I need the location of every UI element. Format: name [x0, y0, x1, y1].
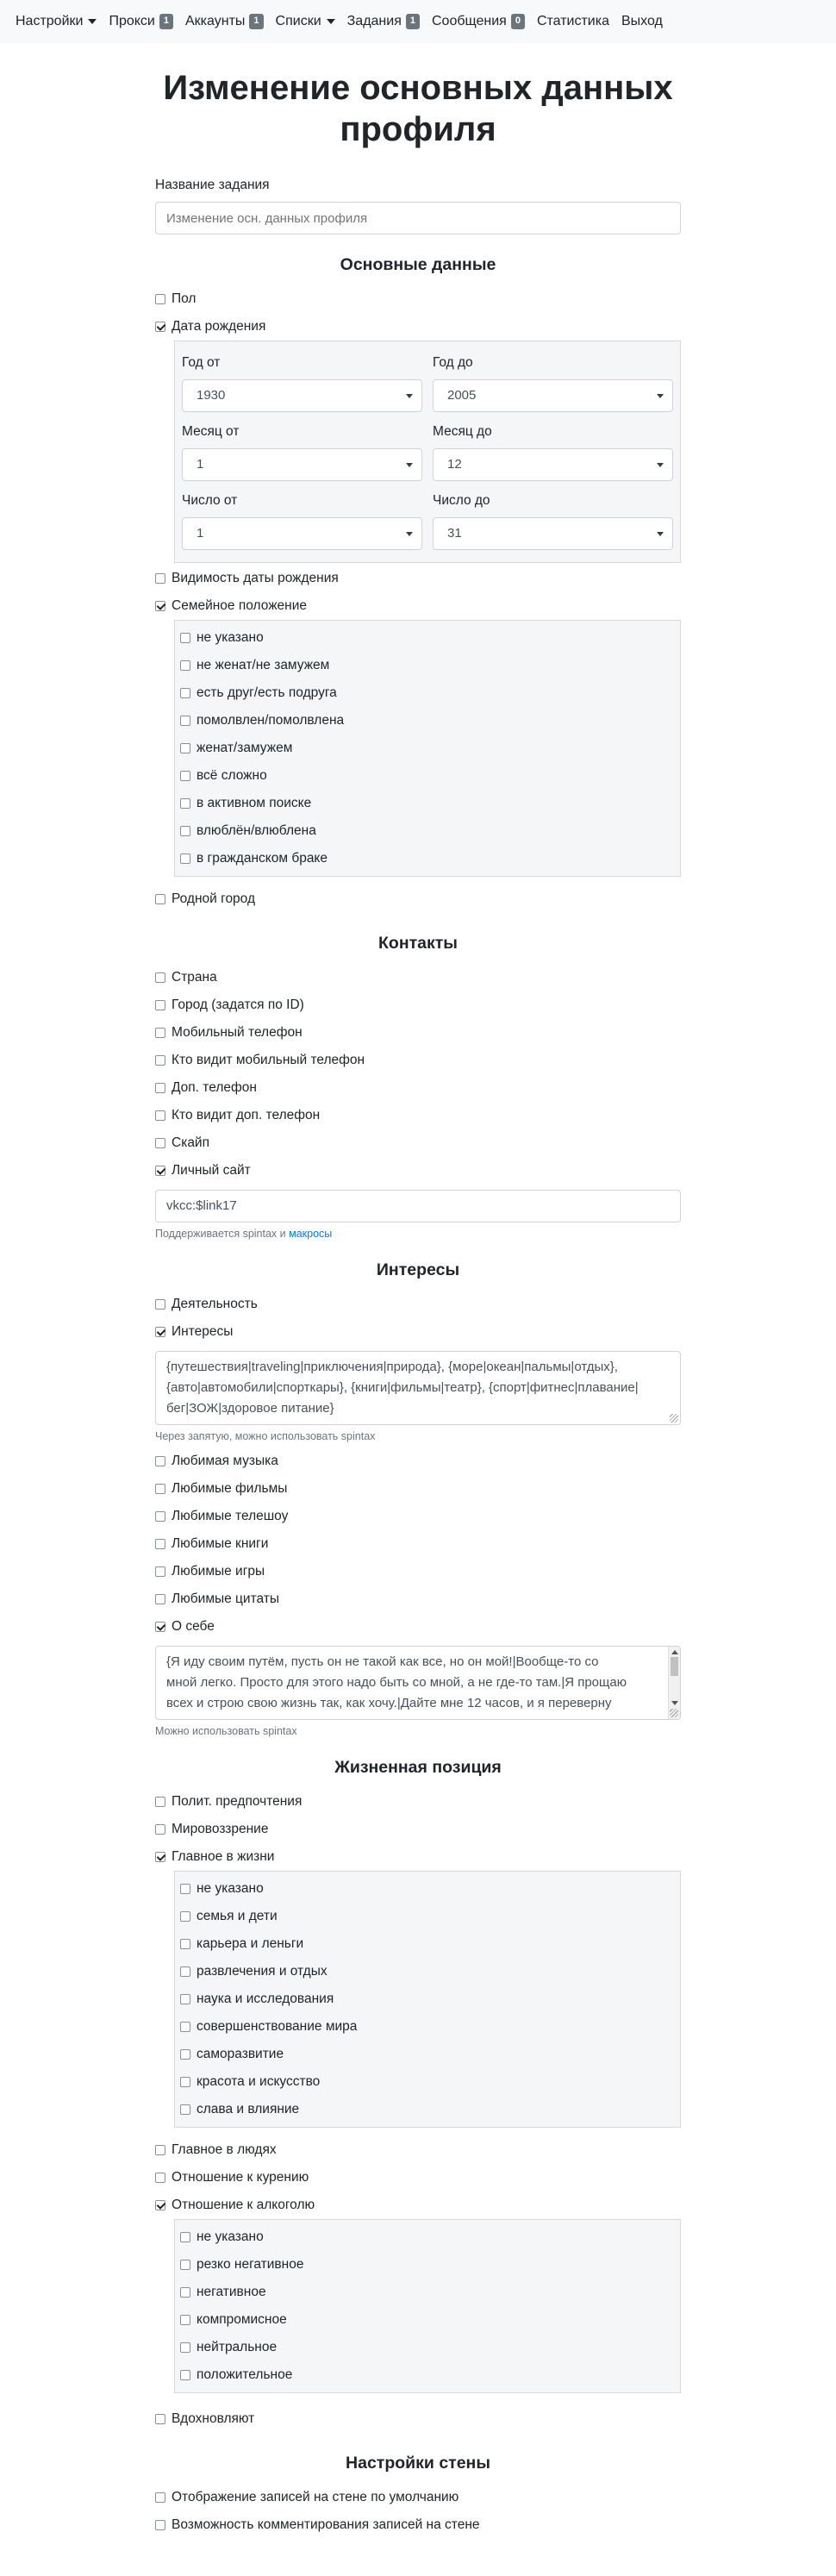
relation-option[interactable] [180, 652, 680, 679]
main-life-options-panel [174, 1871, 681, 2128]
select-value: 1 [197, 457, 204, 472]
textarea-line: всех и строю свою жизнь так, как хочу.|Дайте мне 12 часов, и я переверну [166, 1696, 612, 1710]
nav-tasks[interactable] [347, 14, 420, 29]
option-label: нейтральное [197, 2340, 278, 2354]
checkbox-extra-phone[interactable] [155, 1074, 681, 1102]
messages-count-badge: 0 [511, 14, 525, 28]
nav-stats-label: Статистика [536, 14, 609, 28]
about-help-text: Можно использовать spintax [155, 1725, 297, 1737]
interests-help-text: Через запятую, можно использовать spintax [155, 1430, 376, 1442]
section-wall: Настройки стены [346, 2454, 490, 2473]
checkbox-label: Любимые телешоу [172, 1509, 289, 1523]
month-from-field [182, 421, 422, 490]
checkbox-label: Город (задатся по ID) [172, 997, 304, 1012]
checkbox-extra-phone-visibility[interactable] [155, 1102, 681, 1129]
relation-options-panel [174, 620, 681, 877]
checkbox-label: Личный сайт [172, 1163, 251, 1178]
option-label: в гражданском браке [197, 851, 328, 866]
select-arrow-icon [657, 463, 664, 467]
checkbox-icon[interactable] [155, 1028, 165, 1038]
day-from-field [182, 490, 422, 559]
nav-proxy[interactable] [109, 14, 173, 29]
nav-accounts[interactable] [185, 14, 264, 29]
checkbox-icon[interactable] [155, 573, 165, 584]
select-value: 1930 [197, 388, 226, 403]
checkbox-icon[interactable] [180, 2049, 190, 2060]
checkbox-icon[interactable] [155, 1000, 165, 1010]
checkbox-label: Кто видит доп. телефон [172, 1108, 321, 1122]
nav-stats[interactable] [537, 14, 609, 29]
section-interests: Интересы [376, 1260, 460, 1279]
checkbox-label: Отношение к курению [172, 2170, 309, 2185]
checkbox-wall-default[interactable] [155, 2484, 681, 2511]
option-label: негативное [197, 2285, 266, 2299]
checkbox-hometown[interactable] [155, 885, 681, 913]
checkbox-checked-icon[interactable] [155, 1852, 165, 1862]
option-label: слава и влияние [197, 2102, 300, 2116]
checkbox-icon[interactable] [155, 1797, 165, 1807]
month-from-label: Месяц от [182, 424, 240, 439]
checkbox-label: Мировоззрение [172, 1822, 269, 1836]
nav-messages-label: Сообщения [431, 14, 507, 28]
textarea-line: {Я иду своим путём, пусть он не такой как все, но он мой!|Вообще-то со [166, 1654, 599, 1669]
option-label: резко негативное [197, 2257, 304, 2272]
page-title: Изменение основных данных профиля [163, 69, 673, 148]
checkbox-label: Отображение записей на стене по умолчанию [172, 2490, 459, 2504]
option-label: положительное [197, 2367, 293, 2382]
checkbox-icon[interactable] [180, 2104, 190, 2115]
checkbox-label: Вдохновляют [172, 2411, 255, 2426]
checkbox-icon[interactable] [155, 1594, 165, 1604]
checkbox-main-people[interactable] [155, 2136, 681, 2164]
relation-option[interactable] [180, 679, 680, 707]
checkbox-icon[interactable] [180, 1939, 190, 1949]
checkbox-icon[interactable] [155, 972, 165, 983]
checkbox-mobile[interactable] [155, 1019, 681, 1047]
option-label: саморазвитие [197, 2047, 284, 2061]
alcohol-option[interactable] [180, 2223, 680, 2251]
alcohol-option[interactable] [180, 2306, 680, 2334]
day-from-label: Число от [182, 493, 238, 508]
option-label: не указано [197, 1881, 264, 1896]
checkbox-political[interactable] [155, 1788, 681, 1816]
checkbox-icon[interactable] [180, 2287, 190, 2298]
checkbox-icon[interactable] [180, 1884, 190, 1894]
alcohol-option[interactable] [180, 2334, 680, 2361]
select-value: 12 [447, 457, 462, 472]
option-label: не указано [197, 2229, 264, 2244]
option-label: компромисное [197, 2312, 287, 2327]
checkbox-icon[interactable] [180, 1911, 190, 1922]
year-from-select[interactable] [182, 379, 422, 412]
checkbox-icon[interactable] [155, 1055, 165, 1066]
year-from-label: Год от [182, 355, 221, 370]
checkbox-label: Отношение к алкоголю [172, 2198, 315, 2212]
scroll-up-icon[interactable] [671, 1650, 678, 1654]
checkbox-checked-icon[interactable] [155, 1327, 165, 1337]
section-contacts: Контакты [378, 934, 458, 953]
checkbox-icon[interactable] [155, 1824, 165, 1835]
checkbox-label: Семейное положение [172, 598, 308, 613]
option-label: есть друг/есть подруга [197, 685, 337, 700]
scroll-down-icon[interactable] [671, 1701, 678, 1705]
scroll-thumb[interactable] [671, 1657, 678, 1676]
checkbox-interests[interactable] [155, 1318, 681, 1346]
relation-option[interactable] [180, 707, 680, 735]
checkbox-icon[interactable] [155, 1456, 165, 1466]
relation-option[interactable] [180, 735, 680, 762]
checkbox-worldview[interactable] [155, 1816, 681, 1843]
checkbox-birthdate[interactable] [155, 313, 681, 341]
checkbox-label: Родной город [172, 891, 256, 906]
option-label: наука и исследования [197, 1991, 334, 2006]
checkbox-icon[interactable] [180, 2232, 190, 2242]
checkbox-label: Любимые фильмы [172, 1481, 288, 1496]
checkbox-gender[interactable] [155, 285, 681, 313]
checkbox-icon[interactable] [155, 1566, 165, 1577]
checkbox-checked-icon[interactable] [155, 1622, 165, 1632]
select-arrow-icon [657, 394, 664, 398]
checkbox-icon[interactable] [155, 1138, 165, 1148]
checkbox-icon[interactable] [155, 1539, 165, 1549]
checkbox-label: Главное в жизни [172, 1849, 275, 1864]
checkbox-label: Мобильный телефон [172, 1025, 303, 1040]
checkbox-icon[interactable] [155, 1299, 165, 1310]
option-label: не женат/не замужем [197, 658, 330, 672]
site-input[interactable]: vkcc:$link17 [155, 1190, 681, 1222]
checkbox-icon[interactable] [155, 2520, 165, 2530]
main-life-option[interactable] [180, 2096, 680, 2123]
year-to-field [433, 352, 673, 421]
month-to-select[interactable] [433, 448, 673, 481]
textarea-line: мной легко. Просто для этого надо быть со мной, а не где-то там.|Я прощаю [166, 1675, 627, 1690]
checkbox-main-life[interactable] [155, 1843, 681, 1871]
accounts-count-badge: 1 [249, 14, 263, 28]
checkbox-icon[interactable] [155, 1110, 165, 1121]
checkbox-icon[interactable] [155, 1511, 165, 1522]
checkbox-books[interactable] [155, 1530, 681, 1558]
checkbox-icon[interactable] [180, 826, 190, 836]
checkbox-icon[interactable] [180, 2260, 190, 2270]
select-arrow-icon [406, 463, 413, 467]
alcohol-option[interactable] [180, 2251, 680, 2279]
relation-option[interactable] [180, 845, 680, 872]
caret-down-icon [327, 19, 335, 24]
select-value: 2005 [447, 388, 477, 403]
select-value: 1 [197, 526, 204, 541]
checkbox-movies[interactable] [155, 1475, 681, 1503]
relation-option[interactable] [180, 624, 680, 652]
nav-tasks-label: Задания [346, 14, 402, 28]
option-label: влюблён/влюблена [197, 823, 316, 838]
main-life-option[interactable] [180, 1985, 680, 2013]
main-life-option[interactable] [180, 1930, 680, 1958]
checkbox-site[interactable] [155, 1157, 681, 1185]
option-label: красота и искусство [197, 2074, 321, 2089]
checkbox-label: Дата рождения [172, 319, 266, 334]
checkbox-icon[interactable] [180, 743, 190, 753]
about-textarea[interactable] [155, 1646, 681, 1720]
option-label: развлечения и отдых [197, 1964, 328, 1979]
checkbox-label: Страна [172, 970, 217, 985]
checkbox-label: Полит. предпочтения [172, 1794, 303, 1809]
checkbox-icon[interactable] [180, 716, 190, 726]
checkbox-icon[interactable] [180, 2315, 190, 2325]
task-name-input[interactable] [155, 202, 681, 234]
checkbox-label: Скайп [172, 1135, 209, 1150]
checkbox-checked-icon[interactable] [155, 2200, 165, 2210]
option-label: помолвлен/помолвлена [197, 713, 345, 728]
checkbox-label: Любимые книги [172, 1536, 269, 1551]
checkbox-icon[interactable] [180, 1994, 190, 2004]
relation-option[interactable] [180, 817, 680, 845]
checkbox-birth-visibility[interactable] [155, 565, 681, 592]
nav-lists[interactable] [276, 14, 335, 29]
checkbox-label: Кто видит мобильный телефон [172, 1053, 365, 1067]
checkbox-checked-icon[interactable] [155, 601, 165, 611]
checkbox-games[interactable] [155, 1558, 681, 1585]
resize-handle-icon[interactable] [670, 1709, 678, 1717]
year-to-select[interactable] [433, 379, 673, 412]
select-value: 31 [447, 526, 462, 541]
tasks-count-badge: 1 [406, 14, 420, 28]
interests-textarea[interactable] [155, 1351, 681, 1425]
checkbox-icon[interactable] [155, 1083, 165, 1093]
checkbox-label: Возможность комментирования записей на стене [172, 2517, 480, 2532]
month-from-select[interactable] [182, 448, 422, 481]
checkbox-label: Любимые цитаты [172, 1591, 280, 1606]
checkbox-checked-icon[interactable] [155, 322, 165, 332]
checkbox-icon[interactable] [155, 2145, 165, 2155]
option-label: семья и дети [197, 1909, 278, 1923]
caret-down-icon [88, 19, 97, 24]
nav-proxy-label: Прокси [109, 14, 155, 28]
nav-logout[interactable] [621, 14, 663, 29]
alcohol-option[interactable] [180, 2279, 680, 2306]
checkbox-icon[interactable] [180, 2370, 190, 2380]
option-label: женат/замужем [197, 741, 293, 755]
checkbox-tv[interactable] [155, 1503, 681, 1530]
checkbox-activity[interactable] [155, 1291, 681, 1318]
checkbox-icon[interactable] [180, 853, 190, 864]
checkbox-smoking[interactable] [155, 2164, 681, 2191]
select-arrow-icon [406, 394, 413, 398]
main-life-option[interactable] [180, 1903, 680, 1930]
checkbox-label: Пол [172, 291, 197, 306]
macros-link[interactable]: макросы [289, 1228, 333, 1240]
textarea-line: {путешествия|traveling|приключения|природа}, {море|океан|пальмы|отдых}, [166, 1360, 618, 1374]
main-life-option[interactable] [180, 1875, 680, 1903]
site-help-text [155, 1228, 681, 1240]
option-label: в активном поиске [197, 796, 312, 810]
main-life-option[interactable] [180, 2068, 680, 2096]
top-navbar [0, 0, 836, 43]
checkbox-label: Доп. телефон [172, 1080, 257, 1095]
checkbox-icon[interactable] [180, 688, 190, 698]
checkbox-label: Любимая музыка [172, 1454, 278, 1468]
checkbox-icon[interactable] [155, 2492, 165, 2503]
checkbox-about[interactable] [155, 1613, 681, 1641]
main-life-option[interactable] [180, 2013, 680, 2041]
checkbox-quotes[interactable] [155, 1585, 681, 1613]
checkbox-mobile-visibility[interactable] [155, 1047, 681, 1074]
alcohol-option[interactable] [180, 2361, 680, 2389]
checkbox-icon[interactable] [180, 771, 190, 781]
checkbox-inspired[interactable] [155, 2405, 681, 2433]
checkbox-music[interactable] [155, 1447, 681, 1475]
main-form [155, 43, 681, 2539]
checkbox-relation[interactable] [155, 592, 681, 620]
checkbox-icon[interactable] [180, 2022, 190, 2032]
year-to-label: Год до [433, 355, 473, 370]
task-name-label: Название задания [155, 178, 270, 192]
checkbox-icon[interactable] [180, 2077, 190, 2087]
birthdate-range-panel [174, 341, 681, 563]
section-life: Жизненная позиция [334, 1758, 502, 1777]
checkbox-label: Главное в людях [172, 2142, 277, 2157]
checkbox-icon[interactable] [180, 1966, 190, 1977]
select-arrow-icon [657, 532, 664, 536]
checkbox-checked-icon[interactable] [155, 1166, 165, 1176]
nav-logout-label: Выход [621, 14, 663, 28]
checkbox-label: Любимые игры [172, 1564, 265, 1579]
main-life-option[interactable] [180, 2041, 680, 2068]
day-to-field [433, 490, 673, 559]
relation-option[interactable] [180, 762, 680, 790]
nav-accounts-label: Аккаунты [185, 14, 246, 28]
checkbox-label: Интересы [172, 1324, 234, 1339]
year-from-field [182, 352, 422, 421]
option-label: совершенствование мира [197, 2019, 358, 2034]
nav-lists-label: Списки [275, 14, 321, 28]
select-arrow-icon [406, 532, 413, 536]
checkbox-wall-comments[interactable] [155, 2511, 681, 2539]
checkbox-alcohol[interactable] [155, 2191, 681, 2219]
textarea-line: бег|ЗОЖ|здоровое питание} [166, 1401, 334, 1416]
checkbox-icon[interactable] [155, 894, 165, 904]
nav-settings[interactable] [16, 14, 97, 29]
checkbox-icon[interactable] [155, 2173, 165, 2183]
day-to-select[interactable] [433, 517, 673, 550]
textarea-line: {авто|автомобили|спорткары}, {книги|фильмы|театр}, {спорт|фитнес|плавание| [166, 1380, 639, 1395]
option-label: всё сложно [197, 768, 267, 783]
checkbox-icon[interactable] [155, 294, 165, 304]
month-to-field [433, 421, 673, 490]
proxy-count-badge: 1 [159, 14, 173, 28]
day-to-label: Число до [433, 493, 490, 508]
section-basic: Основные данные [340, 255, 496, 274]
alcohol-options-panel [174, 2219, 681, 2393]
checkbox-label: Видимость даты рождения [172, 571, 339, 585]
checkbox-icon[interactable] [180, 633, 190, 643]
checkbox-country[interactable] [155, 964, 681, 991]
option-label: не указано [197, 630, 264, 645]
resize-handle-icon[interactable] [670, 1414, 678, 1422]
checkbox-icon[interactable] [155, 2414, 165, 2424]
nav-settings-label: Настройки [16, 14, 84, 28]
checkbox-label: Деятельность [172, 1297, 258, 1311]
checkbox-city[interactable] [155, 991, 681, 1019]
option-label: карьера и леньги [197, 1936, 304, 1951]
month-to-label: Месяц до [433, 424, 492, 439]
help-text: Поддерживается spintax и [155, 1228, 286, 1240]
checkbox-icon[interactable] [180, 660, 190, 671]
nav-messages[interactable] [432, 14, 525, 29]
checkbox-skype[interactable] [155, 1129, 681, 1157]
checkbox-icon[interactable] [155, 1484, 165, 1494]
relation-option[interactable] [180, 790, 680, 817]
checkbox-icon[interactable] [180, 798, 190, 809]
checkbox-label: О себе [172, 1619, 215, 1634]
day-from-select[interactable] [182, 517, 422, 550]
checkbox-icon[interactable] [180, 2342, 190, 2353]
main-life-option[interactable] [180, 1958, 680, 1985]
